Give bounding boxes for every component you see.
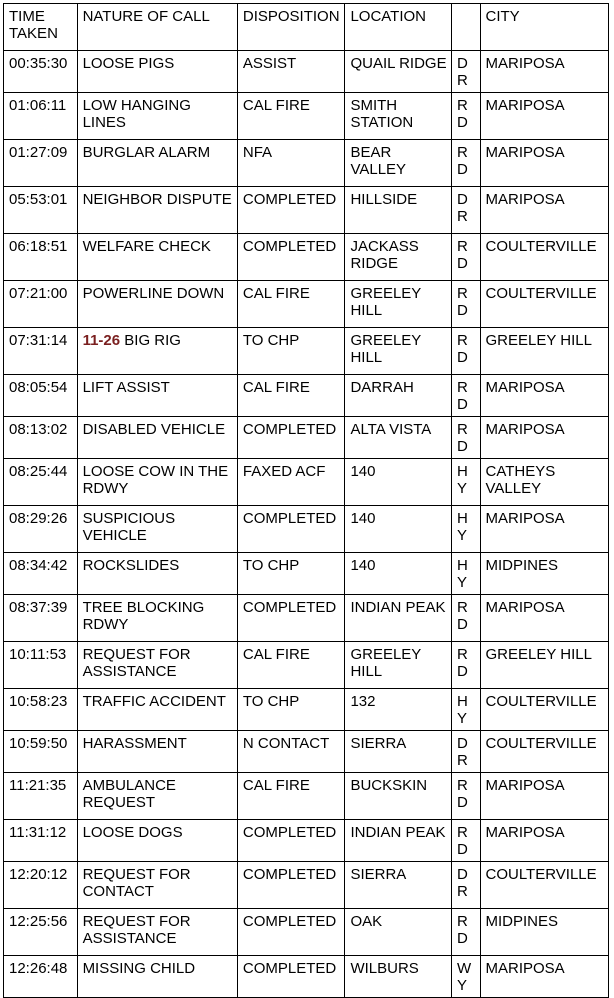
cell-city: MIDPINES bbox=[480, 553, 609, 595]
table-row bbox=[4, 506, 609, 553]
cell-city: MARIPOSA bbox=[480, 93, 609, 140]
cell-city: GREELEY HILL bbox=[480, 328, 609, 375]
cell-location: SMITH STATION bbox=[345, 93, 452, 140]
cell-location: HILLSIDE bbox=[345, 187, 452, 234]
cell-nature-of-call: TREE BLOCKING RDWY bbox=[77, 595, 237, 642]
table-row bbox=[4, 375, 609, 417]
nature-text: BIG RIG bbox=[120, 332, 181, 349]
cell-disposition: COMPLETED bbox=[237, 862, 345, 909]
cell-city: MARIPOSA bbox=[480, 773, 609, 820]
table-row bbox=[4, 51, 609, 93]
cell-nature-of-call: LOOSE COW IN THE RDWY bbox=[77, 459, 237, 506]
cell-disposition: N CONTACT bbox=[237, 731, 345, 773]
cell-nature-of-call: SUSPICIOUS VEHICLE bbox=[77, 506, 237, 553]
cell-street-suffix: RD bbox=[451, 642, 480, 689]
cell-street-suffix: RD bbox=[451, 820, 480, 862]
header-city: CITY bbox=[480, 4, 609, 51]
cell-time-taken: 08:25:44 bbox=[4, 459, 78, 506]
cell-street-suffix: HY bbox=[451, 459, 480, 506]
cell-city: MARIPOSA bbox=[480, 51, 609, 93]
cell-location: WILBURS bbox=[345, 956, 452, 998]
cell-time-taken: 05:53:01 bbox=[4, 187, 78, 234]
cell-location: ALTA VISTA bbox=[345, 417, 452, 459]
cell-time-taken: 12:26:48 bbox=[4, 956, 78, 998]
cell-time-taken: 06:18:51 bbox=[4, 234, 78, 281]
cell-time-taken: 08:37:39 bbox=[4, 595, 78, 642]
cell-disposition: COMPLETED bbox=[237, 506, 345, 553]
header-disposition: DISPOSITION bbox=[237, 4, 345, 51]
cell-disposition: CAL FIRE bbox=[237, 773, 345, 820]
cell-location: SIERRA bbox=[345, 731, 452, 773]
table-row bbox=[4, 773, 609, 820]
call-log-table bbox=[3, 3, 609, 998]
cell-city: COULTERVILLE bbox=[480, 281, 609, 328]
cell-time-taken: 08:05:54 bbox=[4, 375, 78, 417]
cell-disposition: TO CHP bbox=[237, 553, 345, 595]
cell-street-suffix: RD bbox=[451, 595, 480, 642]
cell-time-taken: 10:11:53 bbox=[4, 642, 78, 689]
cell-location: GREELEY HILL bbox=[345, 328, 452, 375]
cell-street-suffix: RD bbox=[451, 234, 480, 281]
cell-disposition: COMPLETED bbox=[237, 187, 345, 234]
cell-street-suffix: RD bbox=[451, 909, 480, 956]
cell-city: MARIPOSA bbox=[480, 375, 609, 417]
cell-street-suffix: RD bbox=[451, 375, 480, 417]
cell-city: COULTERVILLE bbox=[480, 689, 609, 731]
table-row bbox=[4, 417, 609, 459]
header-time-taken: TIME TAKEN bbox=[4, 4, 78, 51]
cell-street-suffix: DR bbox=[451, 862, 480, 909]
cell-location: INDIAN PEAK bbox=[345, 820, 452, 862]
cell-city: MARIPOSA bbox=[480, 595, 609, 642]
cell-city: COULTERVILLE bbox=[480, 234, 609, 281]
table-row bbox=[4, 862, 609, 909]
cell-nature-of-call: HARASSMENT bbox=[77, 731, 237, 773]
cell-nature-of-call: POWERLINE DOWN bbox=[77, 281, 237, 328]
cell-street-suffix: HY bbox=[451, 689, 480, 731]
cell-nature-of-call: LOW HANGING LINES bbox=[77, 93, 237, 140]
cell-location: SIERRA bbox=[345, 862, 452, 909]
cell-nature-of-call: LOOSE DOGS bbox=[77, 820, 237, 862]
cell-time-taken: 07:21:00 bbox=[4, 281, 78, 328]
call-code: 11-26 bbox=[82, 332, 121, 349]
cell-nature-of-call: REQUEST FOR CONTACT bbox=[77, 862, 237, 909]
cell-disposition: CAL FIRE bbox=[237, 642, 345, 689]
cell-time-taken: 11:31:12 bbox=[4, 820, 78, 862]
cell-time-taken: 12:20:12 bbox=[4, 862, 78, 909]
cell-time-taken: 10:59:50 bbox=[4, 731, 78, 773]
cell-time-taken: 10:58:23 bbox=[4, 689, 78, 731]
cell-street-suffix: RD bbox=[451, 281, 480, 328]
cell-time-taken: 08:29:26 bbox=[4, 506, 78, 553]
cell-disposition: COMPLETED bbox=[237, 909, 345, 956]
cell-location: BEAR VALLEY bbox=[345, 140, 452, 187]
cell-location: GREELEY HILL bbox=[345, 642, 452, 689]
cell-city: GREELEY HILL bbox=[480, 642, 609, 689]
cell-location: 140 bbox=[345, 459, 452, 506]
cell-city: CATHEYS VALLEY bbox=[480, 459, 609, 506]
cell-city: COULTERVILLE bbox=[480, 731, 609, 773]
cell-street-suffix: DR bbox=[451, 187, 480, 234]
cell-disposition: COMPLETED bbox=[237, 595, 345, 642]
cell-time-taken: 07:31:14 bbox=[4, 328, 78, 375]
cell-nature-of-call: TRAFFIC ACCIDENT bbox=[77, 689, 237, 731]
cell-disposition: CAL FIRE bbox=[237, 93, 345, 140]
table-header-row bbox=[4, 4, 609, 51]
cell-city: MARIPOSA bbox=[480, 956, 609, 998]
cell-street-suffix: DR bbox=[451, 51, 480, 93]
cell-city: MIDPINES bbox=[480, 909, 609, 956]
cell-location: DARRAH bbox=[345, 375, 452, 417]
cell-nature-of-call: REQUEST FOR ASSISTANCE bbox=[77, 642, 237, 689]
table-row bbox=[4, 553, 609, 595]
cell-city: COULTERVILLE bbox=[480, 862, 609, 909]
cell-disposition: FAXED ACF bbox=[237, 459, 345, 506]
cell-location: GREELEY HILL bbox=[345, 281, 452, 328]
cell-nature-of-call: MISSING CHILD bbox=[77, 956, 237, 998]
table-row bbox=[4, 595, 609, 642]
cell-city: MARIPOSA bbox=[480, 417, 609, 459]
table-row bbox=[4, 140, 609, 187]
cell-street-suffix: WY bbox=[451, 956, 480, 998]
table-row bbox=[4, 93, 609, 140]
cell-nature-of-call: DISABLED VEHICLE bbox=[77, 417, 237, 459]
cell-nature-of-call bbox=[77, 328, 237, 375]
cell-city: MARIPOSA bbox=[480, 506, 609, 553]
cell-street-suffix: RD bbox=[451, 417, 480, 459]
header-location: LOCATION bbox=[345, 4, 452, 51]
cell-disposition: COMPLETED bbox=[237, 956, 345, 998]
cell-location: JACKASS RIDGE bbox=[345, 234, 452, 281]
cell-street-suffix: RD bbox=[451, 140, 480, 187]
cell-street-suffix: DR bbox=[451, 731, 480, 773]
table-row bbox=[4, 328, 609, 375]
cell-disposition: CAL FIRE bbox=[237, 281, 345, 328]
cell-nature-of-call: REQUEST FOR ASSISTANCE bbox=[77, 909, 237, 956]
cell-city: MARIPOSA bbox=[480, 187, 609, 234]
cell-disposition: COMPLETED bbox=[237, 234, 345, 281]
cell-time-taken: 00:35:30 bbox=[4, 51, 78, 93]
cell-time-taken: 01:06:11 bbox=[4, 93, 78, 140]
cell-street-suffix: HY bbox=[451, 553, 480, 595]
cell-location: BUCKSKIN bbox=[345, 773, 452, 820]
cell-nature-of-call: BURGLAR ALARM bbox=[77, 140, 237, 187]
cell-location: 140 bbox=[345, 506, 452, 553]
cell-nature-of-call: NEIGHBOR DISPUTE bbox=[77, 187, 237, 234]
cell-disposition: COMPLETED bbox=[237, 820, 345, 862]
table-row bbox=[4, 820, 609, 862]
cell-disposition: TO CHP bbox=[237, 328, 345, 375]
cell-time-taken: 08:34:42 bbox=[4, 553, 78, 595]
table-row bbox=[4, 689, 609, 731]
cell-location: QUAIL RIDGE bbox=[345, 51, 452, 93]
table-row bbox=[4, 459, 609, 506]
cell-street-suffix: RD bbox=[451, 93, 480, 140]
cell-time-taken: 12:25:56 bbox=[4, 909, 78, 956]
cell-time-taken: 01:27:09 bbox=[4, 140, 78, 187]
cell-location: OAK bbox=[345, 909, 452, 956]
cell-street-suffix: RD bbox=[451, 328, 480, 375]
cell-street-suffix: RD bbox=[451, 773, 480, 820]
cell-city: MARIPOSA bbox=[480, 140, 609, 187]
cell-nature-of-call: AMBULANCE REQUEST bbox=[77, 773, 237, 820]
table-row bbox=[4, 234, 609, 281]
cell-disposition: COMPLETED bbox=[237, 417, 345, 459]
table-row bbox=[4, 956, 609, 998]
header-street-suffix bbox=[451, 4, 480, 51]
cell-nature-of-call: LOOSE PIGS bbox=[77, 51, 237, 93]
cell-disposition: CAL FIRE bbox=[237, 375, 345, 417]
cell-location: 140 bbox=[345, 553, 452, 595]
cell-city: MARIPOSA bbox=[480, 820, 609, 862]
table-row bbox=[4, 642, 609, 689]
cell-nature-of-call: ROCKSLIDES bbox=[77, 553, 237, 595]
cell-nature-of-call: LIFT ASSIST bbox=[77, 375, 237, 417]
cell-disposition: NFA bbox=[237, 140, 345, 187]
table-row bbox=[4, 731, 609, 773]
cell-location: INDIAN PEAK bbox=[345, 595, 452, 642]
table-row bbox=[4, 281, 609, 328]
table-row bbox=[4, 187, 609, 234]
cell-nature-of-call: WELFARE CHECK bbox=[77, 234, 237, 281]
cell-disposition: TO CHP bbox=[237, 689, 345, 731]
cell-street-suffix: HY bbox=[451, 506, 480, 553]
table-row bbox=[4, 909, 609, 956]
cell-disposition: ASSIST bbox=[237, 51, 345, 93]
cell-time-taken: 11:21:35 bbox=[4, 773, 78, 820]
header-nature-of-call: NATURE OF CALL bbox=[77, 4, 237, 51]
cell-location: 132 bbox=[345, 689, 452, 731]
cell-time-taken: 08:13:02 bbox=[4, 417, 78, 459]
